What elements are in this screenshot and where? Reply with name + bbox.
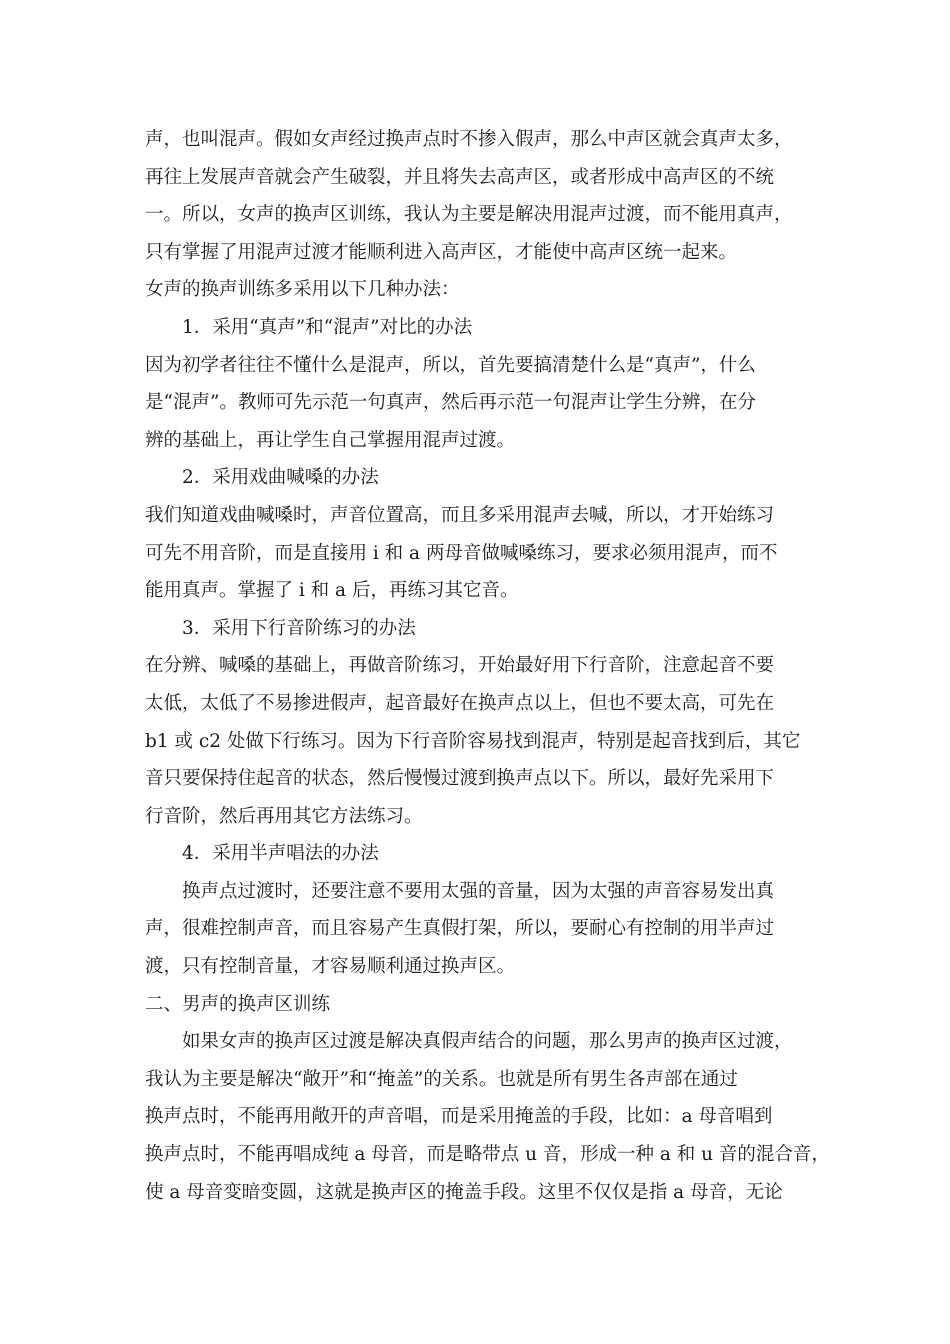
text-line: 可先不用音阶，而是直接用 i 和 a 两母音做喊嗓练习，要求必须用混声，而不	[145, 542, 778, 564]
text-line: 2．采用戏曲喊嗓的办法	[182, 467, 379, 489]
text-line: 是“混声”。教师可先示范一句真声，然后再示范一句混声让学生分辨，在分	[145, 392, 756, 414]
text-line: 辨的基础上，再让学生自己掌握用混声过渡。	[145, 429, 516, 451]
text-line: 能用真声。掌握了 i 和 a 后，再练习其它音。	[145, 580, 519, 602]
text-line: 音只要保持住起音的状态，然后慢慢过渡到换声点以下。所以，最好先采用下	[145, 768, 775, 790]
text-line: 二、男声的换声区训练	[145, 993, 331, 1015]
text-line: 声，很难控制声音，而且容易产生真假打架，所以，要耐心有控制的用半声过	[145, 918, 775, 940]
text-line: 3．采用下行音阶练习的办法	[182, 617, 416, 639]
text-line: 换声点过渡时，还要注意不要用太强的音量，因为太强的声音容易发出真	[182, 880, 775, 902]
text-line: 我认为主要是解决“敞开”和“掩盖”的关系。也就是所有男生各声部在通过	[145, 1068, 738, 1090]
body-text	[145, 121, 830, 1211]
text-line: 女声的换声训练多采用以下几种办法：	[145, 279, 460, 301]
text-line: 一。所以，女声的换声区训练，我认为主要是解决用混声过渡，而不能用真声，	[145, 204, 793, 226]
text-line: 如果女声的换声区过渡是解决真假声结合的问题，那么男声的换声区过渡，	[182, 1031, 793, 1053]
text-line: 声，也叫混声。假如女声经过换声点时不掺入假声，那么中声区就会真声太多，	[145, 129, 793, 150]
text-line: 只有掌握了用混声过渡才能顺利进入高声区，才能使中高声区统一起来。	[145, 241, 738, 263]
text-line: 渡，只有控制音量，才容易顺利通过换声区。	[145, 956, 516, 978]
text-line: 行音阶，然后再用其它方法练习。	[145, 805, 423, 827]
text-line: 换声点时，不能再用敞开的声音唱，而是采用掩盖的手段，比如：a 母音唱到	[145, 1106, 773, 1128]
text-line: 再往上发展声音就会产生破裂，并且将失去高声区，或者形成中高声区的不统	[145, 166, 775, 188]
text-line: 1．采用“真声”和“混声”对比的办法	[182, 316, 473, 338]
text-line: 太低，太低了不易掺进假声，起音最好在换声点以上，但也不要太高，可先在	[145, 692, 775, 714]
text-line: b1 或 c2 处做下行练习。因为下行音阶容易找到混声，特别是起音找到后，其它	[145, 730, 801, 752]
text-line: 在分辨、喊嗓的基础上，再做音阶练习，开始最好用下行音阶，注意起音不要	[145, 655, 775, 677]
text-line: 换声点时，不能再唱成纯 a 母音，而是略带点 u 音，形成一种 a 和 u 音的混合音，	[145, 1144, 830, 1166]
text-line: 使 a 母音变暗变圆，这就是换声区的掩盖手段。这里不仅仅是指 a 母音，无论	[145, 1181, 783, 1203]
text-line: 因为初学者往往不懂什么是混声，所以，首先要搞清楚什么是“真声”，什么	[145, 354, 756, 376]
text-line: 我们知道戏曲喊嗓时，声音位置高，而且多采用混声去喊，所以，才开始练习	[145, 504, 775, 526]
text-line: 4．采用半声唱法的办法	[182, 843, 379, 865]
